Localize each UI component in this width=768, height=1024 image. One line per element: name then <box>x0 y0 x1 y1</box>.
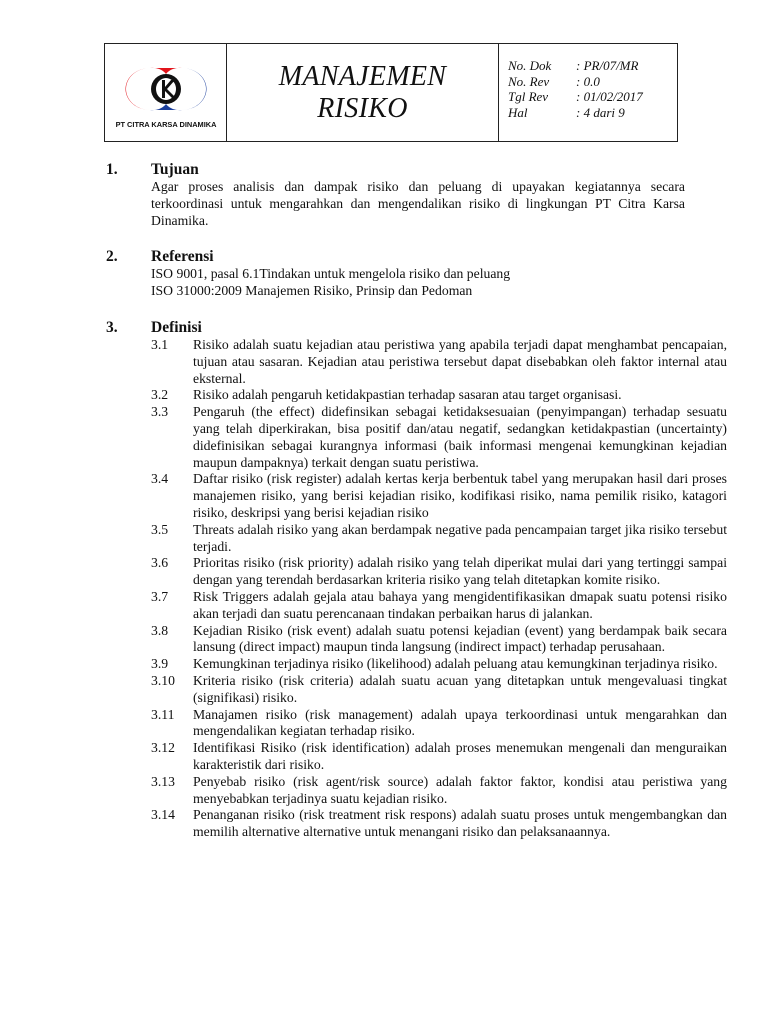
section-definisi <box>0 318 768 841</box>
list-item <box>151 656 727 673</box>
list-item <box>151 555 727 589</box>
definition-list <box>151 337 768 841</box>
list-item <box>151 471 727 521</box>
item-text: Risiko adalah suatu kejadian atau peristiwa yang apabila terjadi dapat menghambat pencapaian, tujuan atau sasaran. Kejadian atau peristiwa tersebut dapat disebabkan oleh faktor internal atau eksternal. <box>193 336 727 386</box>
section-number: 3. <box>106 318 118 336</box>
meta-value: : PR/07/MR <box>576 58 639 73</box>
meta-row-hal <box>508 105 677 121</box>
meta-row-no-dok <box>508 58 677 74</box>
item-text: Risk Triggers adalah gejala atau bahaya yang mengidentifikasikan dmapak suatu potensi risiko akan terjadi dan suatu perencanaan tindakan perbaikan harus di jalankan. <box>193 588 727 621</box>
item-number: 3.10 <box>151 672 175 688</box>
item-text: Risiko adalah pengaruh ketidakpastian terhadap sasaran atau target organisasi. <box>193 387 622 403</box>
item-number: 3.3 <box>151 404 169 420</box>
section-number: 2. <box>106 248 118 266</box>
meta-value: : 4 dari 9 <box>576 104 625 120</box>
item-text: Manajamen risiko (risk management) adalah upaya terkoordinasi untuk mengarahkan dan mengendalikan kegiatan terhadap risiko. <box>193 706 727 739</box>
list-item <box>151 773 727 808</box>
title-line-1: MANAJEMEN <box>278 60 447 92</box>
meta-row-no-rev <box>508 74 677 90</box>
section-paragraph: Agar proses analisis dan dampak risiko dan peluang di upayakan kegiatannya secara terkoordinasi untuk mengarahkan dan mengendalikan risiko di lingkungan PT Citra Karsa Dinamika. <box>151 179 685 228</box>
list-item <box>151 387 727 404</box>
meta-value: : 01/02/2017 <box>576 89 643 104</box>
item-number: 3.5 <box>151 521 169 537</box>
item-number: 3.8 <box>151 622 169 638</box>
list-item <box>151 336 727 387</box>
section-title: Referensi <box>151 248 214 266</box>
meta-key: Hal <box>508 104 528 120</box>
section-tujuan <box>0 160 768 229</box>
item-number: 3.9 <box>151 656 169 672</box>
meta-key: No. Rev <box>508 73 550 89</box>
list-item <box>151 740 727 774</box>
item-number: 3.13 <box>151 773 175 789</box>
list-item <box>151 706 727 741</box>
item-text: Kriteria risiko (risk criteria) adalah suatu acuan yang ditetapkan untuk mengevaluasi tingkat (signifikasi) risiko. <box>193 672 727 705</box>
item-number: 3.6 <box>151 555 169 571</box>
meta-value: : 0.0 <box>576 73 600 89</box>
document-meta <box>499 44 677 141</box>
logo-cell <box>105 44 227 141</box>
list-item <box>151 521 727 556</box>
item-text: Pengaruh (the effect) didefinsikan sebagai ketidaksesuaian (penyimpangan) terhadap sesuatu yang telah diperkirakan, bisa positif dan/atau negatif, sedangkan ketidakpastian (uncertainty) didefinisikan sebagai kurangnya informasi (baik informasi mengenai kemungkinan kejadian maupun dampaknya) terkait dengan suatu peristiwa. <box>193 404 727 470</box>
section-number: 1. <box>106 161 118 178</box>
item-text: Penyebab risiko (risk agent/risk source) adalah faktor faktor, kondisi atau peristiwa yang menyebabkan terjadinya suatu kejadian risiko. <box>193 773 727 806</box>
meta-key: Tgl Rev <box>508 89 549 104</box>
company-logo-icon <box>120 60 212 118</box>
title-line-2: RISIKO <box>317 92 408 124</box>
item-number: 3.7 <box>151 588 169 604</box>
item-text: Kejadian Risiko (risk event) adalah suatu potensi kejadian (event) yang berdampak baik secara lansung (direct impact) maupun tinda langsung (indirect impact) terhadap perusahaan. <box>193 622 727 655</box>
item-number: 3.2 <box>151 387 169 403</box>
item-text: Penanganan risiko (risk treatment risk respons) adalah suatu proses untuk mengembangkan dan memilih alternative alternative untuk menangani risiko dan pelaksanaannya. <box>193 807 727 840</box>
item-text: Identifikasi Risiko (risk identification) adalah proses menemukan mengenali dan menguraikan karakteristik dari risiko. <box>193 740 727 772</box>
list-item <box>151 404 727 471</box>
section-referensi <box>0 247 768 300</box>
meta-key: No. Dok <box>508 58 552 73</box>
company-name: PT CITRA KARSA DINAMIKA <box>115 120 217 129</box>
item-text: Kemungkinan terjadinya risiko (likelihood) adalah peluang atau kemungkinan terjadinya risiko. <box>193 656 718 672</box>
meta-row-tgl-rev <box>508 89 677 105</box>
item-number: 3.1 <box>151 336 169 352</box>
reference-line: ISO 31000:2009 Manajemen Risiko, Prinsip dan Pedoman <box>151 283 473 299</box>
list-item <box>151 622 727 657</box>
list-item <box>151 807 727 841</box>
section-title: Tujuan <box>151 161 199 178</box>
document-body <box>0 160 768 859</box>
item-number: 3.11 <box>151 706 175 722</box>
document-header <box>104 43 678 142</box>
item-text: Daftar risiko (risk register) adalah kertas kerja berbentuk tabel yang merupakan hasil dari proses manajemen risiko, yang berisi kejadian risiko, kodifikasi risiko, nama pemilik risiko, katagori risiko, deskripsi yang berisi kejadian risiko <box>193 471 727 520</box>
document-title <box>227 44 499 141</box>
reference-line: ISO 9001, pasal 6.1Tindakan untuk mengelola risiko dan peluang <box>151 266 511 282</box>
item-text: Threats adalah risiko yang akan berdampak negative pada pencampaian target jika risiko tersebut terjadi. <box>193 521 727 554</box>
item-number: 3.12 <box>151 740 175 756</box>
section-title: Definisi <box>151 318 202 336</box>
item-number: 3.4 <box>151 471 169 487</box>
item-text: Prioritas risiko (risk priority) adalah risiko yang telah diperikat mulai dari yang tertinggi sampai dengan yang terendah berdasarkan kriteria risiko yang telah ditetapkan komite risiko. <box>193 555 727 588</box>
list-item <box>151 672 727 707</box>
list-item <box>151 588 727 623</box>
item-number: 3.14 <box>151 807 175 823</box>
